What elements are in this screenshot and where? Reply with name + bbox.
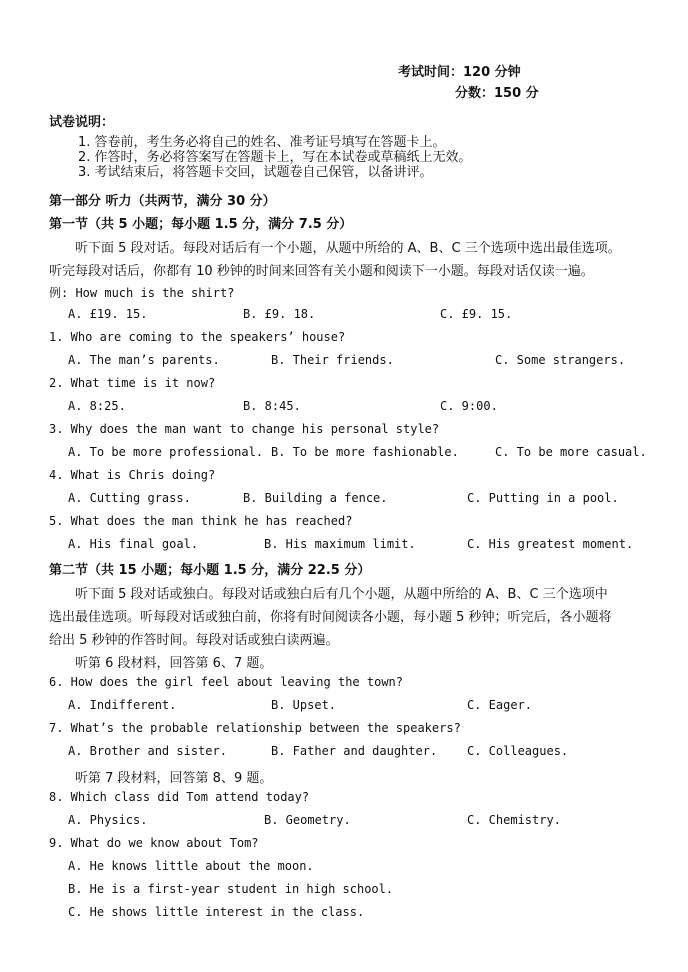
instruction-item: 2. 作答时，务必将答案写在答题卡上，写在本试卷或草稿纸上无效。 — [78, 150, 472, 165]
question-6: 6. How does the girl feel about leaving the town? — [49, 675, 404, 689]
option-b: B. Upset. — [271, 698, 337, 712]
section2-directions: 听下面 5 段对话或独白。每段对话或独白后有几个小题，从题中所给的 A、B、C 三个选项中 — [75, 587, 608, 602]
option-b: B. Geometry. — [264, 813, 351, 827]
question-8: 8. Which class did Tom attend today? — [49, 790, 310, 804]
option-c: C. He shows little interest in the class. — [68, 905, 365, 919]
option-a: A. The man’s parents. — [68, 353, 220, 367]
section2-directions: 给出 5 秒钟的作答时间。每段对话或独白读两遍。 — [49, 633, 339, 648]
option-c: C. His greatest moment. — [467, 537, 634, 551]
question-2: 2. What time is it now? — [49, 376, 216, 390]
option-b: B. Father and daughter. — [271, 744, 438, 758]
instructions-title: 试卷说明： — [49, 115, 115, 130]
option-a: A. Indifferent. — [68, 698, 177, 712]
question-4: 4. What is Chris doing? — [49, 468, 216, 482]
option-b: B. £9. 18. — [243, 307, 316, 321]
option-b: B. Building a fence. — [243, 491, 388, 505]
option-b: B. 8:45. — [243, 399, 301, 413]
example-question: 例: How much is the shirt? — [49, 286, 235, 300]
option-b: B. His maximum limit. — [264, 537, 416, 551]
section1-title: 第一节（共 5 小题；每小题 1.5 分，满分 7.5 分） — [49, 217, 353, 232]
section2-title: 第二节（共 15 小题；每小题 1.5 分，满分 22.5 分） — [49, 563, 371, 578]
score: 分数：150 分 — [455, 86, 539, 101]
question-9: 9. What do we know about Tom? — [49, 836, 259, 850]
option-a: A. To be more professional. — [68, 445, 264, 459]
option-a: A. £19. 15. — [68, 307, 148, 321]
option-b: B. He is a first-year student in high school. — [68, 882, 394, 896]
part1-title: 第一部分 听力（共两节，满分 30 分） — [49, 194, 276, 209]
section1-directions: 听完每段对话后，你都有 10 秒钟的时间来回答有关小题和阅读下一小题。每段对话仅读一遍。 — [49, 264, 594, 279]
question-5: 5. What does the man think he has reached? — [49, 514, 353, 528]
option-b: B. To be more fashionable. — [271, 445, 459, 459]
option-a: A. He knows little about the moon. — [68, 859, 314, 873]
option-a: A. His final goal. — [68, 537, 199, 551]
section2-directions: 选出最佳选项。听每段对话或独白前，你将有时间阅读各小题，每小题 5 秒钟；听完后，各小题将 — [49, 610, 612, 625]
exam-time: 考试时间：120 分钟 — [398, 65, 521, 80]
section1-directions: 听下面 5 段对话。每段对话后有一个小题，从题中所给的 A、B、C 三个选项中选出最佳选项。 — [75, 241, 621, 256]
instruction-item: 3. 考试结束后，将答题卡交回，试题卷自己保管，以备讲评。 — [78, 165, 433, 180]
option-a: A. 8:25. — [68, 399, 126, 413]
question-3: 3. Why does the man want to change his personal style? — [49, 422, 440, 436]
option-a: A. Cutting grass. — [68, 491, 191, 505]
option-c: C. 9:00. — [440, 399, 498, 413]
question-7: 7. What’s the probable relationship between the speakers? — [49, 721, 461, 735]
option-c: C. Putting in a pool. — [467, 491, 619, 505]
option-c: C. Eager. — [467, 698, 533, 712]
option-a: A. Brother and sister. — [68, 744, 227, 758]
option-c: C. £9. 15. — [440, 307, 513, 321]
instruction-item: 1. 答卷前，考生务必将自己的姓名、准考证号填写在答题卡上。 — [78, 135, 446, 150]
material-6-label: 听第 6 段材料，回答第 6、7 题。 — [75, 656, 273, 671]
option-c: C. Chemistry. — [467, 813, 561, 827]
option-c: C. Colleagues. — [467, 744, 569, 758]
material-7-label: 听第 7 段材料，回答第 8、9 题。 — [75, 771, 273, 786]
option-a: A. Physics. — [68, 813, 148, 827]
option-b: B. Their friends. — [271, 353, 394, 367]
option-c: C. To be more casual. — [495, 445, 647, 459]
question-1: 1. Who are coming to the speakers’ house? — [49, 330, 346, 344]
option-c: C. Some strangers. — [495, 353, 626, 367]
